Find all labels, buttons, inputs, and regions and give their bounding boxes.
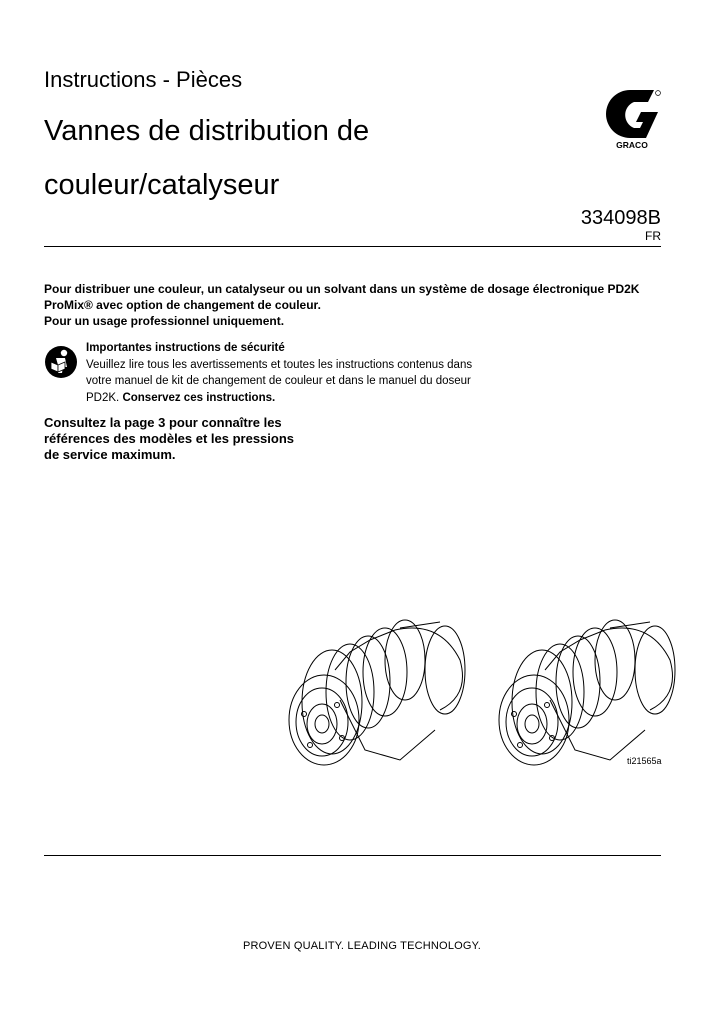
brand-text: GRACO [616,140,648,150]
intro-professional-use: Pour un usage professionnel uniquement. [44,314,285,328]
safety-keep-instructions: Conservez ces instructions. [122,391,276,404]
header-rule [44,246,661,247]
document-type: Instructions - Pièces [44,67,243,92]
footer-rule [44,855,661,856]
graco-logo [600,88,664,150]
document-number: 334098B [580,207,661,229]
valve-left [289,620,465,765]
language-code: FR [645,229,661,243]
valve-illustration [280,600,680,800]
read-manual-icon [44,345,78,379]
consult-note: Consultez la page 3 pour connaître les références des modèles et les pressions de service maximum. [44,415,295,462]
footer-slogan: PROVEN QUALITY. LEADING TECHNOLOGY. [242,940,482,952]
safety-body [86,357,486,407]
document-title: Vannes de distribution de couleur/catalyseur [44,115,370,201]
valve-right [499,620,675,765]
safety-notice [86,340,486,406]
safety-instructions: Veuillez lire tous les avertissements et toutes les instructions contenus dans votre manuel de kit de changement de couleur et dans le manuel du doseur PD2K. [86,358,473,404]
safety-heading: Importantes instructions de sécurité [86,342,285,354]
figure-id: ti21565a [627,756,662,766]
intro-text [44,281,664,329]
intro-purpose: Pour distribuer une couleur, un catalyseur ou un solvant dans un système de dosage électronique PD2K ProMix® avec option de changement de couleur. [44,282,640,312]
